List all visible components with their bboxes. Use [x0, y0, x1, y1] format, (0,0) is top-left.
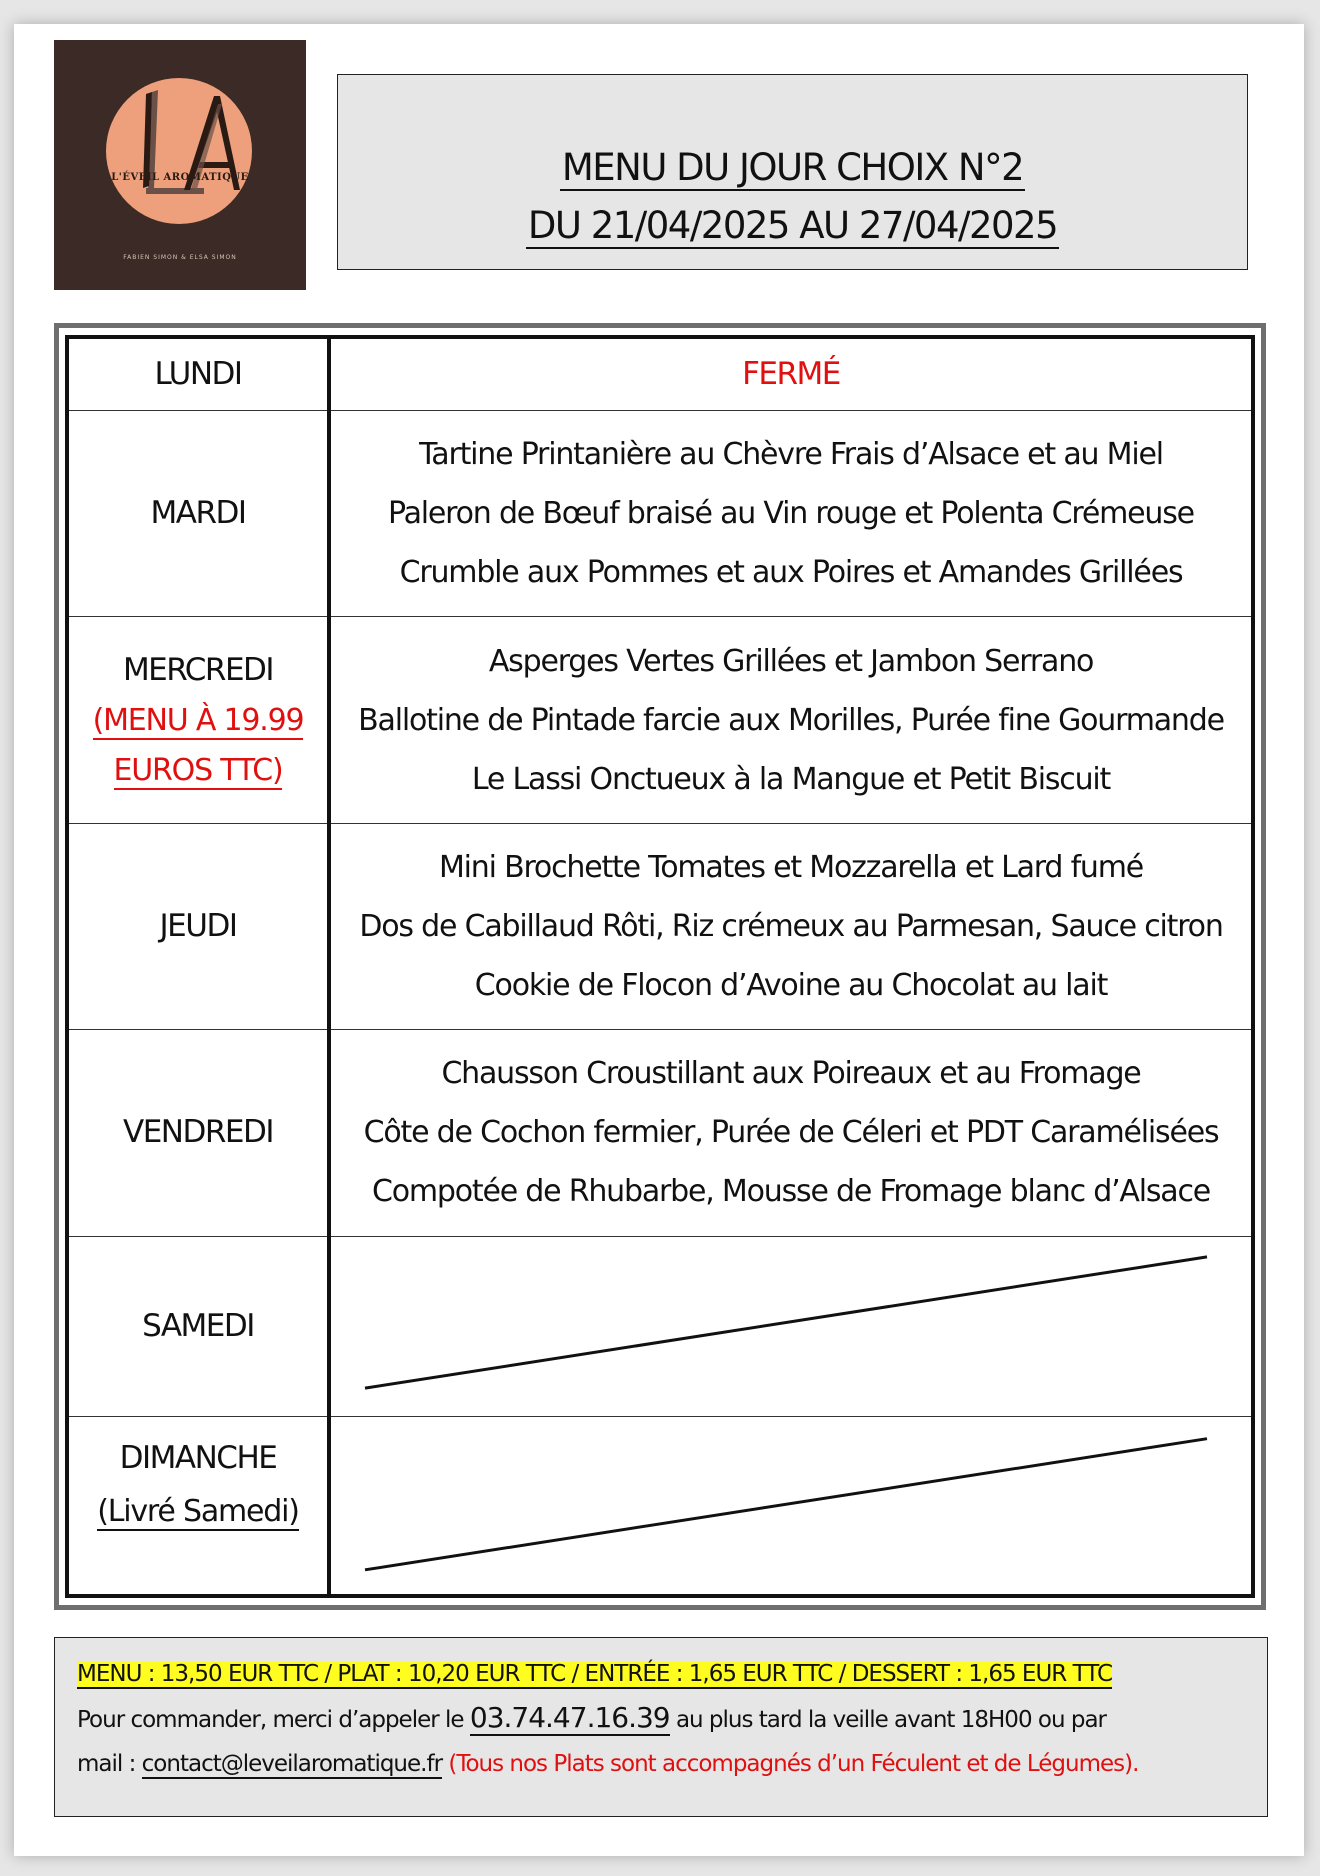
day-row-dimanche [67, 1416, 1253, 1596]
starter: Chausson Croustillant aux Poireaux et au Fromage [441, 1056, 1141, 1092]
day-name: SAMEDI [142, 1307, 254, 1344]
day-row-samedi [67, 1236, 1253, 1416]
logo-brand-name: L'ÉVEIL AROMATIQUE [111, 172, 249, 183]
dessert: Cookie de Flocon d’Avoine au Chocolat au lait [474, 967, 1108, 1003]
day-cell [67, 337, 329, 411]
day-name: MARDI [150, 495, 246, 532]
day-row-vendredi [67, 1030, 1253, 1236]
title-line-2: DU 21/04/2025 AU 27/04/2025 [527, 204, 1058, 247]
day-note-line-1: (MENU À 19.99 [92, 703, 304, 739]
day-row-jeudi [67, 823, 1253, 1029]
email-link[interactable]: contact@leveilaromatique.fr [141, 1751, 443, 1777]
title-box [337, 74, 1248, 270]
menu-table [65, 335, 1255, 1598]
dessert: Crumble aux Pommes et aux Poires et Amandes Grillées [399, 555, 1183, 591]
dessert: Le Lassi Onctueux à la Mangue et Petit Biscuit [471, 761, 1111, 797]
day-name: JEUDI [159, 907, 237, 944]
day-name: VENDREDI [123, 1114, 273, 1151]
day-row-mercredi [67, 617, 1253, 823]
logo-monogram [54, 40, 306, 290]
day-cell [67, 1416, 329, 1596]
side-dish-note: (Tous nos Plats sont accompagnés d’un Féculent et de Légumes). [448, 1751, 1139, 1777]
meal-cell [329, 411, 1253, 617]
mail-line: mail : contact@leveilaromatique.fr (Tous nos Plats sont accompagnés d’un Féculent et de Légumes). [77, 1751, 1139, 1777]
price-line [77, 1652, 1245, 1696]
footer-info-box [54, 1637, 1268, 1817]
starter: Asperges Vertes Grillées et Jambon Serrano [488, 643, 1094, 679]
main-course: Dos de Cabillaud Rôti, Riz crémeux au Parmesan, Sauce citron [359, 908, 1223, 944]
day-note-line-2: EUROS TTC) [113, 753, 283, 789]
phone-number[interactable]: 03.74.47.16.39 [469, 1701, 670, 1734]
day-name: MERCREDI [122, 652, 274, 689]
meal-cell [329, 617, 1253, 823]
strike-line [331, 1417, 1251, 1595]
day-note: (Livré Samedi) [97, 1494, 299, 1530]
day-row-mardi [67, 411, 1253, 617]
starter: Mini Brochette Tomates et Mozzarella et Lard fumé [438, 849, 1144, 885]
meal-cell [329, 1030, 1253, 1236]
main-course: Ballotine de Pintade farcie aux Morilles, Purée fine Gourmande [358, 702, 1224, 738]
day-name: LUNDI [154, 356, 242, 393]
price-list: MENU : 13,50 EUR TTC / PLAT : 10,20 EUR TTC / ENTRÉE : 1,65 EUR TTC / DESSERT : 1,65 EUR TTC [77, 1661, 1112, 1687]
main-course: Paleron de Bœuf braisé au Vin rouge et Polenta Crémeuse [388, 496, 1194, 532]
day-row-lundi [67, 337, 1253, 411]
meal-cell [329, 337, 1253, 411]
day-cell [67, 1236, 329, 1416]
closed-status: FERMÉ [742, 356, 840, 393]
day-cell [67, 411, 329, 617]
main-course: Côte de Cochon fermier, Purée de Céleri et PDT Caramélisées [363, 1115, 1219, 1151]
meal-cell [329, 823, 1253, 1029]
meal-cell-empty [329, 1416, 1253, 1596]
starter: Tartine Printanière au Chèvre Frais d’Alsace et au Miel [419, 437, 1163, 473]
day-cell [67, 1030, 329, 1236]
title-line-1: MENU DU JOUR CHOIX N°2 [561, 146, 1024, 189]
dessert: Compotée de Rhubarbe, Mousse de Fromage blanc d’Alsace [371, 1174, 1211, 1210]
strike-line [331, 1237, 1251, 1416]
restaurant-logo [54, 40, 306, 290]
meal-cell-empty [329, 1236, 1253, 1416]
day-cell [67, 823, 329, 1029]
order-line: Pour commander, merci d’appeler le 03.74.47.16.39 au plus tard la veille avant 18H00 ou par [77, 1701, 1106, 1734]
day-cell [67, 617, 329, 823]
menu-table-frame [54, 323, 1266, 1610]
logo-owners: FABIEN SIMON & ELSA SIMON [123, 254, 237, 261]
day-name: DIMANCHE [119, 1440, 277, 1477]
